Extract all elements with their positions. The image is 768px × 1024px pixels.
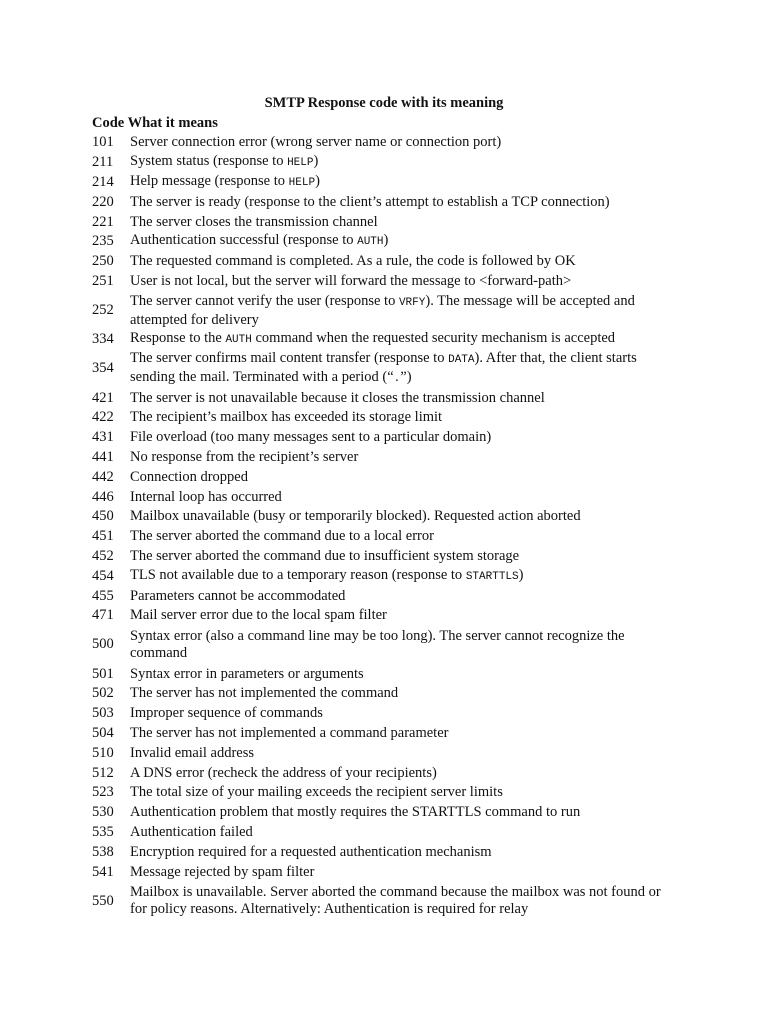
table-row	[92, 626, 692, 665]
meaning-text: The server has not implemented the command	[130, 685, 399, 702]
response-code: 441	[92, 448, 114, 465]
meaning-text: TLS not available due to a temporary reason (response to	[130, 566, 466, 583]
table-row	[92, 803, 692, 823]
meaning-text: The server confirms mail content transfer (response to	[130, 349, 449, 366]
command-keyword: AUTH	[225, 334, 252, 347]
table-row	[92, 704, 692, 724]
response-code: 504	[92, 725, 114, 742]
meaning-text: The requested command is completed. As a rule, the code is followed by OK	[130, 253, 576, 270]
response-code: 550	[92, 892, 114, 909]
meaning-text: No response from the recipient’s server	[130, 448, 359, 465]
table-row	[92, 527, 692, 547]
response-code: 250	[92, 253, 114, 270]
meaning-text: )	[518, 566, 524, 583]
response-code: 221	[92, 213, 114, 230]
response-code: 421	[92, 389, 114, 406]
document-title: SMTP Response code with its meaning	[264, 95, 504, 111]
response-code: 251	[92, 272, 114, 289]
response-code: 501	[92, 665, 114, 682]
meaning-text: The server cannot verify the user (response to	[130, 292, 399, 309]
response-meaning	[130, 765, 680, 782]
response-meaning	[130, 350, 680, 388]
response-meaning	[130, 273, 680, 290]
meaning-text: )	[383, 232, 389, 249]
response-meaning	[130, 804, 680, 821]
response-code: 455	[92, 587, 114, 604]
meaning-text: The server aborted the command due to a local error	[130, 528, 434, 545]
meaning-text: Message rejected by spam filter	[130, 863, 315, 880]
response-meaning	[130, 588, 680, 605]
response-meaning	[130, 784, 680, 801]
table-row	[92, 291, 692, 330]
meaning-text: File overload (too many messages sent to a particular domain)	[130, 429, 492, 446]
response-code: 446	[92, 488, 114, 505]
meaning-text: Response to the	[130, 330, 226, 347]
meaning-text: ). The message will be accepted and attempted for delivery	[130, 292, 635, 328]
response-meaning	[130, 429, 680, 446]
response-meaning	[130, 745, 680, 762]
table-row	[92, 566, 692, 586]
response-code: 523	[92, 784, 114, 801]
response-meaning	[130, 607, 680, 624]
command-keyword: .	[393, 372, 401, 385]
response-code: 503	[92, 705, 114, 722]
table-row	[92, 350, 692, 389]
response-code: 431	[92, 429, 114, 446]
response-code: 101	[92, 134, 114, 151]
response-code: 334	[92, 331, 114, 348]
meaning-text: Syntax error (also a command line may be too long). The server cannot recognize the command	[130, 627, 625, 661]
table-row	[92, 133, 692, 153]
response-meaning	[130, 864, 680, 881]
table-row	[92, 388, 692, 408]
meaning-text: The server aborted the command due to insufficient system storage	[130, 547, 520, 564]
meaning-text: The server closes the transmission channel	[130, 213, 378, 230]
response-code: 220	[92, 193, 114, 210]
meaning-text: Authentication successful (response to	[130, 232, 358, 249]
response-code: 442	[92, 468, 114, 485]
meaning-text: Invalid email address	[130, 744, 255, 761]
table-row	[92, 823, 692, 843]
table-row	[92, 232, 692, 252]
command-keyword: HELP	[288, 176, 316, 189]
table-row	[92, 408, 692, 428]
response-code: 235	[92, 233, 114, 250]
response-code: 454	[92, 567, 114, 584]
response-code: 354	[92, 360, 114, 377]
table-row	[92, 330, 692, 350]
meaning-text: Mail server error due to the local spam filter	[130, 607, 387, 624]
response-meaning	[130, 685, 680, 702]
meaning-text: Help message (response to	[130, 172, 289, 189]
response-meaning	[130, 489, 680, 506]
table-row	[92, 783, 692, 803]
response-meaning	[130, 705, 680, 722]
table-row	[92, 487, 692, 507]
response-meaning	[130, 548, 680, 565]
meaning-text: The server is not unavailable because it closes the transmission channel	[130, 389, 545, 406]
response-code-table	[92, 133, 692, 921]
table-row	[92, 153, 692, 173]
meaning-text: Improper sequence of commands	[130, 705, 323, 722]
meaning-text: )	[315, 172, 320, 189]
table-row	[92, 507, 692, 527]
meaning-text: Parameters cannot be accommodated	[130, 587, 346, 604]
response-code: 252	[92, 302, 114, 319]
response-code: 500	[92, 636, 114, 653]
response-code: 214	[92, 173, 114, 190]
meaning-text: The total size of your mailing exceeds the recipient server limits	[130, 784, 503, 801]
table-row	[92, 664, 692, 684]
meaning-text: Authentication failed	[130, 824, 253, 840]
meaning-text: ). After that, the client starts sending the mail. Terminated with a period (“	[130, 349, 637, 385]
table-row	[92, 547, 692, 567]
meaning-text: A DNS error (recheck the address of your recipients)	[130, 764, 437, 781]
table-row	[92, 684, 692, 704]
meaning-text: Mailbox is unavailable. Server aborted the command because the mailbox was not found or for policy reasons. Alternatively: Authentication is required for relay	[130, 884, 661, 918]
response-meaning	[130, 194, 680, 211]
meaning-text: User is not local, but the server will forward the message to <forward-path>	[130, 272, 572, 289]
response-code: 471	[92, 607, 114, 624]
meaning-text: Syntax error in parameters or arguments	[130, 665, 364, 682]
response-meaning	[130, 153, 680, 172]
response-meaning	[130, 214, 680, 231]
response-code: 451	[92, 528, 114, 545]
table-row	[92, 842, 692, 862]
table-row	[92, 862, 692, 882]
response-meaning	[130, 134, 680, 151]
table-header	[92, 114, 218, 132]
response-meaning	[130, 528, 680, 545]
header-code: Code	[92, 115, 125, 131]
command-keyword: HELP	[287, 157, 314, 170]
response-code: 452	[92, 547, 114, 564]
header-meaning: What it means	[127, 115, 218, 131]
response-code: 422	[92, 409, 114, 426]
response-code: 538	[92, 843, 114, 860]
response-code: 535	[92, 824, 114, 840]
command-keyword: STARTTLS	[465, 570, 519, 583]
meaning-text: )	[313, 153, 319, 170]
table-row	[92, 448, 692, 468]
response-meaning	[130, 666, 680, 683]
meaning-text: ”)	[400, 368, 412, 385]
response-code: 530	[92, 804, 114, 821]
table-row	[92, 724, 692, 744]
meaning-text: The recipient’s mailbox has exceeded its storage limit	[130, 409, 443, 426]
table-row	[92, 467, 692, 487]
response-meaning	[130, 232, 680, 251]
response-meaning	[130, 469, 680, 486]
response-meaning	[130, 844, 680, 861]
command-keyword: VRFY	[398, 296, 426, 309]
meaning-text: The server is ready (response to the client’s attempt to establish a TCP connection)	[130, 193, 610, 210]
response-code: 502	[92, 685, 114, 702]
response-meaning	[130, 824, 680, 841]
command-keyword: AUTH	[357, 236, 384, 249]
response-meaning	[130, 390, 680, 407]
response-meaning	[130, 884, 680, 918]
meaning-text: Server connection error (wrong server name or connection port)	[130, 134, 502, 151]
meaning-text: Mailbox unavailable (busy or temporarily blocked). Requested action aborted	[130, 508, 581, 525]
response-code: 512	[92, 764, 114, 781]
meaning-text: Internal loop has occurred	[130, 488, 282, 505]
response-meaning	[130, 253, 680, 270]
meaning-text: Encryption required for a requested authentication mechanism	[130, 843, 492, 860]
table-row	[92, 606, 692, 626]
table-row	[92, 272, 692, 292]
meaning-text: command when the requested security mechanism is accepted	[251, 330, 616, 347]
meaning-text: Connection dropped	[130, 468, 248, 485]
table-row	[92, 763, 692, 783]
table-row	[92, 252, 692, 272]
table-row	[92, 743, 692, 763]
response-meaning	[130, 567, 680, 586]
response-meaning	[130, 293, 680, 329]
table-row	[92, 173, 692, 193]
response-meaning	[130, 449, 680, 466]
response-code: 541	[92, 863, 114, 880]
response-meaning	[130, 628, 680, 662]
response-meaning	[130, 173, 680, 192]
response-meaning	[130, 330, 680, 349]
response-meaning	[130, 508, 680, 525]
response-meaning	[130, 725, 680, 742]
response-meaning	[130, 409, 680, 426]
table-row	[92, 586, 692, 606]
table-row	[92, 212, 692, 232]
meaning-text: Authentication problem that mostly requires the STARTTLS command to run	[130, 804, 581, 821]
response-code: 211	[92, 154, 114, 171]
response-code: 510	[92, 744, 114, 761]
meaning-text: System status (response to	[130, 153, 288, 170]
table-row	[92, 192, 692, 212]
response-code: 450	[92, 508, 114, 525]
meaning-text: The server has not implemented a command parameter	[130, 725, 449, 742]
table-row	[92, 428, 692, 448]
command-keyword: DATA	[448, 353, 475, 366]
table-row	[92, 882, 692, 921]
